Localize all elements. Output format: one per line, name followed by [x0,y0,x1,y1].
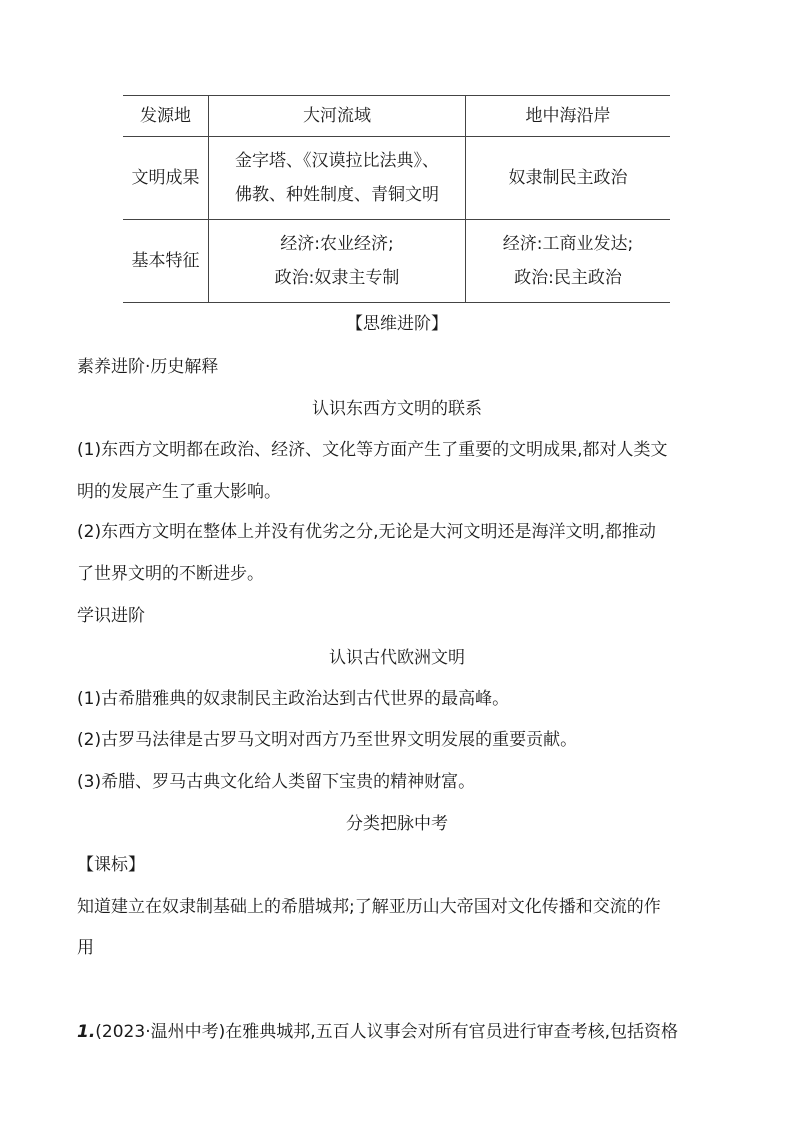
section2-label: 学识进阶 [77,606,145,626]
section1-p2-line1: (2)东西方文明在整体上并没有优劣之分,无论是大河文明还是海洋文明,都推动 [77,522,656,542]
cell-river-features [209,220,466,303]
cell-line: 奴隶制民主政治 [508,168,628,188]
section1-title: 认识东西方文明的联系 [312,399,482,419]
table-row-features [123,220,670,303]
row-label-achievements: 文明成果 [123,137,209,220]
header-river-valley: 大河流域 [209,96,466,137]
section1-p2-line2: 了世界文明的不断进步。 [77,564,264,584]
cell-mediterranean-achievements [466,137,671,220]
header-mediterranean: 地中海沿岸 [466,96,671,137]
section1-p1-line1: (1)东西方文明都在政治、经济、文化等方面产生了重要的文明成果,都对人类文 [77,440,668,460]
standard-text-line2: 用 [77,938,94,958]
row-label-features: 基本特征 [123,220,209,303]
cell-line: 经济:工商业发达; [502,234,634,254]
question-number: 1. [77,1022,96,1042]
section1-label: 素养进阶·历史解释 [77,357,219,377]
civilization-comparison-table [123,95,670,303]
section2-item-3: (3)希腊、罗马古典文化给人类留下宝贵的精神财富。 [77,772,476,792]
section2-item-1: (1)古希腊雅典的奴隶制民主政治达到古代世界的最高峰。 [77,689,510,709]
section1-p1-line2: 明的发展产生了重大影响。 [77,482,281,502]
exam-title: 分类把脉中考 [346,814,448,834]
header-origin: 发源地 [123,96,209,137]
section2-item-2: (2)古罗马法律是古罗马文明对西方乃至世界文明发展的重要贡献。 [77,730,578,750]
standard-text-line1: 知道建立在奴隶制基础上的希腊城邦;了解亚历山大帝国对文化传播和交流的作 [77,897,661,917]
cell-river-achievements [209,137,466,220]
cell-line: 佛教、种姓制度、青铜文明 [235,185,439,205]
cell-line: 政治:奴隶主专制 [274,268,400,288]
section2-title: 认识古代欧洲文明 [329,648,465,668]
question-1 [77,1020,678,1044]
standard-label: 【课标】 [77,855,145,875]
thinking-heading: 【思维进阶】 [346,314,448,334]
table-row-achievements [123,137,670,220]
table-header-row [123,96,670,137]
cell-mediterranean-features [466,220,671,303]
cell-line: 政治:民主政治 [514,268,622,288]
question-text: (2023·温州中考)在雅典城邦,五百人议事会对所有官员进行审查考核,包括资格 [95,1022,679,1042]
cell-line: 经济:农业经济; [280,234,394,254]
cell-line: 金字塔、《汉谟拉比法典》、 [235,151,439,171]
